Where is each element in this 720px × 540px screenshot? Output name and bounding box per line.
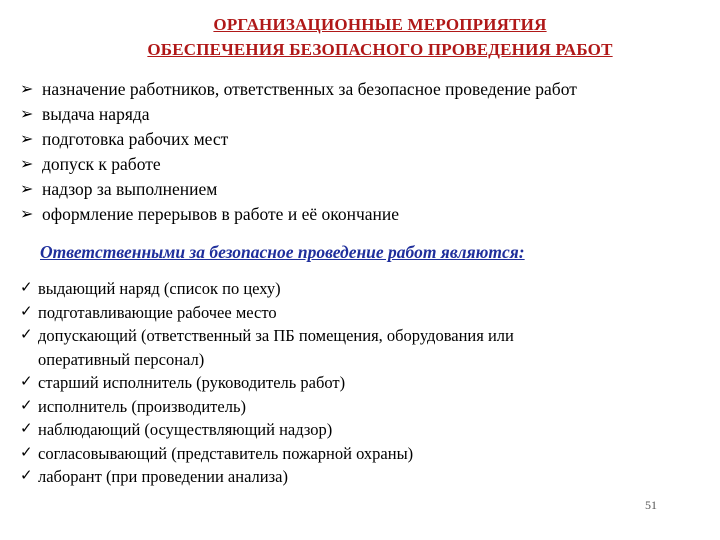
list-item: ➢ выдача наряда: [20, 102, 710, 127]
list-item: ✓ выдающий наряд (список по цеху): [20, 277, 710, 301]
checkmark-icon: ✓: [20, 468, 33, 484]
arrow-bullet-icon: ➢: [20, 206, 34, 223]
arrow-bullet-icon: ➢: [20, 156, 34, 173]
list-item: ✓ старший исполнитель (руководитель работ): [20, 371, 710, 395]
list-item: ✓ подготавливающие рабочее место: [20, 301, 710, 325]
arrow-bullet-icon: ➢: [20, 131, 34, 148]
list-item-continuation: оперативный персонал): [38, 349, 205, 369]
slide-title-line1: ОРГАНИЗАЦИОННЫЕ МЕРОПРИЯТИЯ: [213, 15, 547, 34]
checkmark-icon: ✓: [20, 303, 33, 320]
list-item: ✓ наблюдающий (осуществляющий надзор): [20, 418, 710, 442]
list-item: ✓ исполнитель (производитель): [20, 395, 710, 419]
checkmark-icon: ✓: [20, 327, 33, 343]
checkmark-icon: ✓: [20, 374, 33, 390]
checkmark-icon: ✓: [20, 397, 33, 414]
responsible-heading: Ответственными за безопасное проведение работ являются:: [40, 242, 525, 262]
list-item: ✓ лаборант (при проведении анализа): [20, 465, 710, 489]
slide-title-line2: ОБЕСПЕЧЕНИЯ БЕЗОПАСНОГО ПРОВЕДЕНИЯ РАБОТ: [147, 40, 613, 59]
list-item: ➢ назначение работников, ответственных за безопасное проведение работ: [20, 77, 710, 102]
list-item: ✓ согласовывающий (представитель пожарной охраны): [20, 442, 710, 466]
checkmark-icon: ✓: [20, 280, 33, 296]
list-item: ✓ допускающий (ответственный за ПБ помещения, оборудования или: [20, 324, 710, 348]
checkmark-icon: ✓: [20, 444, 33, 461]
arrow-bullet-icon: ➢: [20, 81, 34, 98]
arrow-bullet-icon: ➢: [20, 181, 34, 198]
list-item: ➢ подготовка рабочих мест: [20, 127, 710, 152]
checkmark-icon: ✓: [20, 421, 33, 437]
responsible-list: [20, 277, 710, 489]
arrow-bullet-icon: ➢: [20, 106, 34, 123]
list-item: ➢ допуск к работе: [20, 152, 710, 177]
list-item: ➢ надзор за выполнением: [20, 177, 710, 202]
page-number: 51: [645, 498, 657, 512]
list-item: ➢ оформление перерывов в работе и её окончание: [20, 202, 710, 227]
slide-title: [0, 12, 720, 62]
measures-list: [20, 77, 710, 227]
